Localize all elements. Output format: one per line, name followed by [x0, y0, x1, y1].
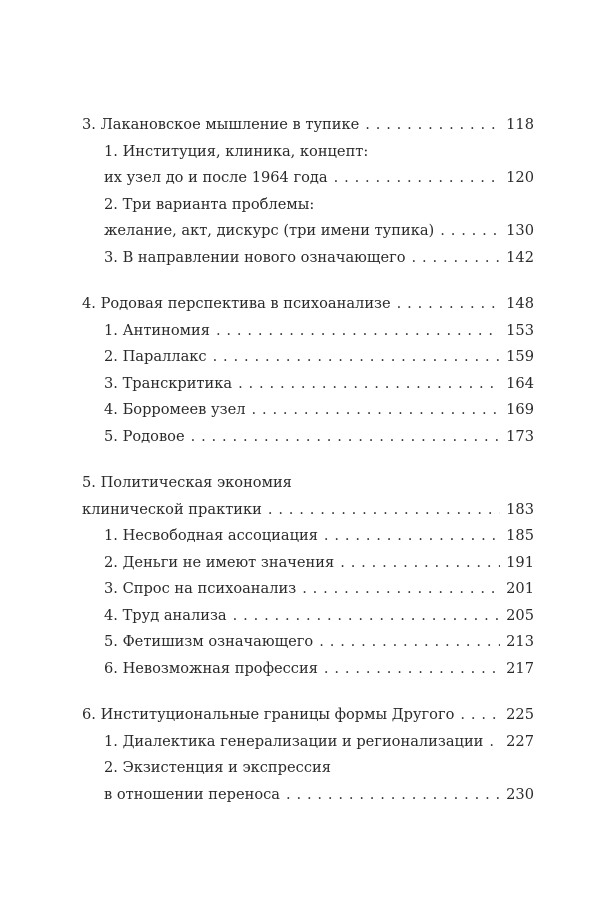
- toc-entry-section[interactable]: [82, 245, 534, 272]
- table-of-contents: [82, 112, 534, 828]
- toc-page-number: 213: [506, 633, 534, 650]
- toc-page-number: 227: [506, 732, 534, 750]
- dot-leader: [302, 576, 500, 603]
- toc-entry-title: 6. Институциональные границы формы Другого: [82, 706, 455, 723]
- dot-leader: [397, 291, 500, 318]
- toc-entry-title: 2. Экзистенция и экспрессия: [104, 759, 331, 776]
- toc-entry-section[interactable]: [82, 523, 534, 550]
- toc-entry-title: 4. Труд анализа: [104, 606, 227, 624]
- dot-leader: [365, 112, 500, 139]
- toc-entry-section[interactable]: [82, 550, 534, 577]
- toc-entry-title: 2. Параллакс: [104, 348, 207, 365]
- toc-page-number: 225: [506, 706, 534, 723]
- toc-entry-title: клинической практики: [82, 500, 262, 518]
- toc-entry-section[interactable]: [82, 755, 534, 782]
- toc-page-number: 164: [506, 374, 534, 392]
- dot-leader: [440, 218, 500, 245]
- toc-page-number: 205: [506, 606, 534, 624]
- toc-entry-title: 3. Транскритика: [104, 374, 233, 392]
- toc-page-number: 191: [506, 553, 534, 571]
- dot-leader: [216, 318, 500, 345]
- toc-page-number: 148: [506, 295, 534, 312]
- toc-page-number: 183: [506, 500, 534, 518]
- dot-leader: [324, 656, 500, 683]
- toc-entry-title: 4. Борромеев узел: [104, 401, 246, 418]
- dot-leader: [324, 523, 500, 550]
- toc-entry-title: желание, акт, дискурс (три имени тупика): [104, 222, 435, 239]
- toc-page-number: 173: [506, 427, 534, 445]
- toc-entry-section[interactable]: [82, 165, 534, 192]
- toc-page-number: 201: [506, 580, 534, 597]
- toc-entry-title: 2. Деньги не имеют значения: [104, 553, 335, 571]
- toc-entry-section[interactable]: [82, 576, 534, 603]
- toc-entry-title: 3. Спрос на психоанализ: [104, 580, 297, 597]
- dot-leader: [191, 424, 501, 451]
- dot-leader: [489, 729, 500, 756]
- dot-leader: [268, 497, 500, 524]
- toc-entry-title: 5. Политическая экономия: [82, 474, 292, 491]
- toc-page-number: 185: [506, 527, 534, 544]
- toc-entry-chapter[interactable]: [82, 112, 534, 139]
- dot-leader: [412, 245, 501, 272]
- toc-entry-title: 1. Несвободная ассоциация: [104, 527, 318, 544]
- toc-entry-chapter[interactable]: [82, 497, 534, 524]
- dot-leader: [238, 371, 500, 398]
- toc-entry-title: в отношении переноса: [104, 785, 280, 803]
- toc-entry-title: 2. Три варианта проблемы:: [104, 195, 315, 213]
- toc-entry-section[interactable]: [82, 139, 534, 166]
- toc-entry-section[interactable]: [82, 729, 534, 756]
- toc-entry-chapter[interactable]: [82, 702, 534, 729]
- toc-entry-section[interactable]: [82, 192, 534, 219]
- toc-page-number: 230: [506, 785, 534, 803]
- dot-leader: [460, 702, 500, 729]
- toc-page-number: 130: [506, 222, 534, 239]
- toc-chapter-4: [82, 291, 534, 450]
- dot-leader: [334, 165, 501, 192]
- toc-page-number: 169: [506, 401, 534, 418]
- toc-entry-section[interactable]: [82, 603, 534, 630]
- toc-chapter-6: [82, 702, 534, 808]
- toc-entry-section[interactable]: [82, 318, 534, 345]
- toc-entry-title: 1. Антиномия: [104, 321, 210, 339]
- toc-entry-title: 3. В направлении нового означающего: [104, 248, 406, 266]
- toc-entry-title: 3. Лакановское мышление в тупике: [82, 116, 360, 133]
- dot-leader: [233, 603, 501, 630]
- toc-entry-title: 5. Фетишизм означающего: [104, 633, 314, 650]
- toc-entry-title: 4. Родовая перспектива в психоанализе: [82, 295, 391, 312]
- toc-entry-chapter[interactable]: [82, 470, 534, 497]
- toc-page-number: 153: [506, 321, 534, 339]
- toc-entry-section[interactable]: [82, 344, 534, 371]
- toc-entry-section[interactable]: [82, 371, 534, 398]
- toc-entry-title: их узел до и после 1964 года: [104, 169, 328, 186]
- toc-entry-title: 5. Родовое: [104, 427, 185, 445]
- toc-page-number: 142: [506, 248, 534, 266]
- toc-page-number: 118: [506, 116, 534, 133]
- toc-chapter-3: [82, 112, 534, 271]
- dot-leader: [286, 782, 500, 809]
- toc-entry-section[interactable]: [82, 782, 534, 809]
- toc-entry-section[interactable]: [82, 218, 534, 245]
- toc-page-number: 217: [506, 659, 534, 677]
- dot-leader: [319, 629, 500, 656]
- toc-entry-section[interactable]: [82, 424, 534, 451]
- toc-page-number: 120: [506, 169, 534, 186]
- dot-leader: [213, 344, 501, 371]
- dot-leader: [340, 550, 500, 577]
- toc-page-number: 159: [506, 348, 534, 365]
- toc-entry-section[interactable]: [82, 629, 534, 656]
- toc-entry-section[interactable]: [82, 656, 534, 683]
- toc-entry-title: 1. Институция, клиника, концепт:: [104, 142, 369, 160]
- dot-leader: [251, 397, 500, 424]
- toc-entry-title: 1. Диалектика генерализации и регионализации: [104, 732, 484, 750]
- toc-entry-title: 6. Невозможная профессия: [104, 659, 318, 677]
- toc-chapter-5: [82, 470, 534, 682]
- toc-entry-section[interactable]: [82, 397, 534, 424]
- toc-entry-chapter[interactable]: [82, 291, 534, 318]
